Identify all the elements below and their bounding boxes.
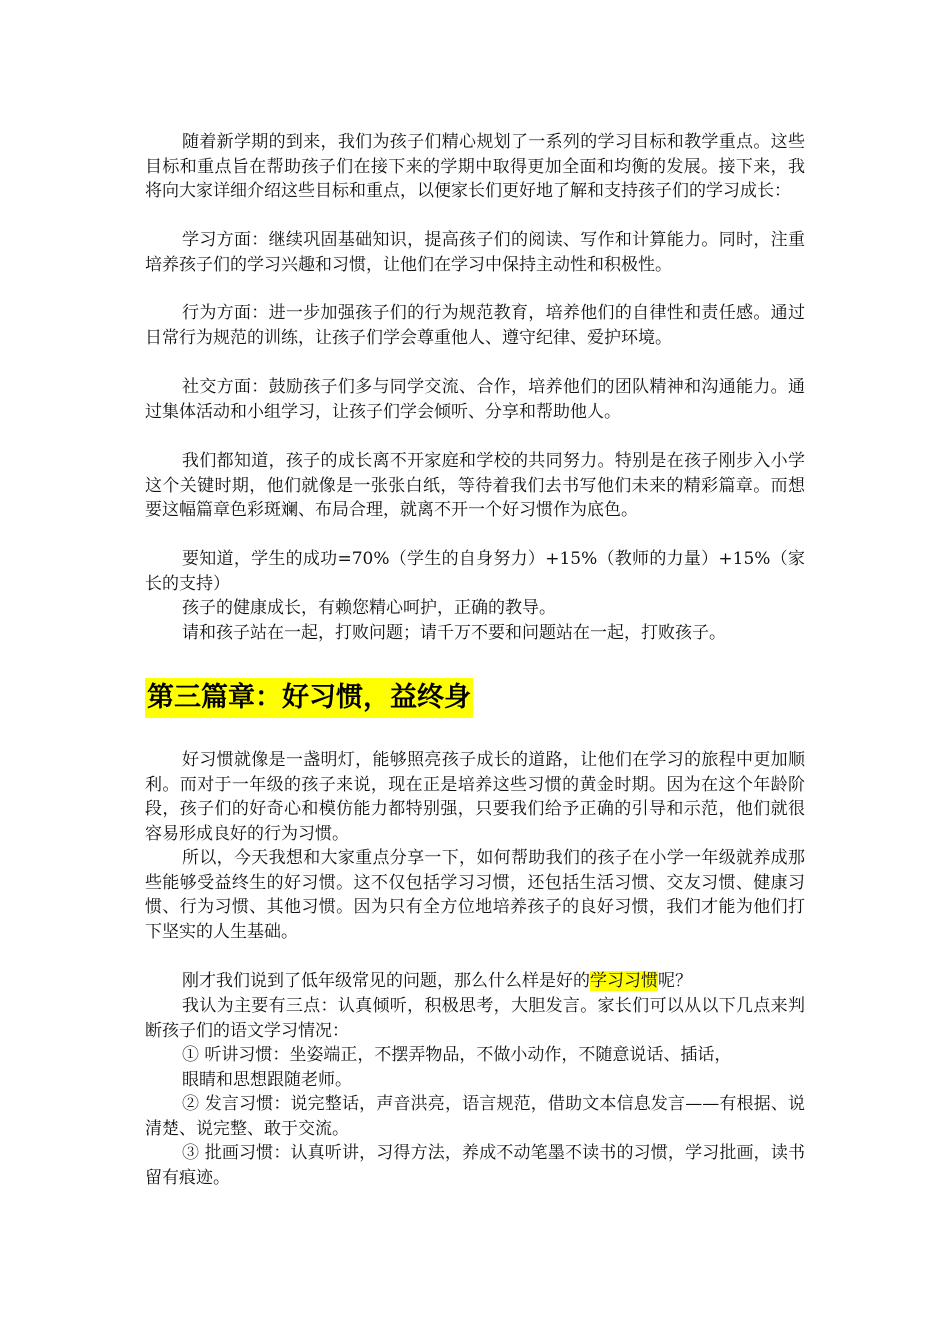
behavior-goals-paragraph: 行为方面：进一步加强孩子们的行为规范教育，培养他们的自律性和责任感。通过日常行为规范的训练，让孩子们学会尊重他人、遵守纪律、爱护环境。	[145, 303, 805, 348]
success-formula-paragraph: 要知道，学生的成功=70%（学生的自身努力）+15%（教师的力量）+15%（家长的支持）	[145, 549, 805, 594]
growth-paragraph: 我们都知道，孩子的成长离不开家庭和学校的共同努力。特别是在孩子刚步入小学这个关键时期，他们就像是一张张白纸，等待着我们去书写他们未来的精彩篇章。而想要这幅篇章色彩斑斓、布局合理，就离不开一个好习惯作为底色。	[145, 451, 805, 520]
question-text-before: 刚才我们说到了低年级常见的问题，那么什么样是好的	[182, 971, 590, 991]
social-goals-paragraph: 社交方面：鼓励孩子们多与同学交流、合作，培养他们的团队精神和沟通能力。通过集体活动和小组学习，让孩子们学会倾听、分享和帮助他人。	[145, 377, 805, 422]
goals-intro-paragraph: 随着新学期的到来，我们为孩子们精心规划了一系列的学习目标和教学重点。这些目标和重点旨在帮助孩子们在接下来的学期中取得更加全面和均衡的发展。接下来，我将向大家详细介绍这些目标和重点，以便家长们更好地了解和支持孩子们的学习成长：	[145, 132, 805, 201]
annotation-habit-item: ③ 批画习惯：认真听讲，习得方法，养成不动笔墨不读书的习惯，学习批画，读书留有痕迹。	[145, 1143, 805, 1188]
speaking-habit-item: ② 发言习惯：说完整话，声音洪亮，语言规范，借助文本信息发言——有根据、说清楚、说完整、敢于交流。	[145, 1094, 805, 1139]
listening-habit-line1: ① 听讲习惯：坐姿端正，不摆弄物品，不做小动作，不随意说话、插话，	[182, 1045, 732, 1065]
study-habits-question-paragraph	[145, 969, 805, 994]
share-habits-paragraph: 所以，今天我想和大家重点分享一下，如何帮助我们的孩子在小学一年级就养成那些能够受益终生的好习惯。这不仅包括学习习惯，还包括生活习惯、交友习惯、健康习惯、行为习惯、其他习惯。因为只有全方位地培养孩子的良好习惯，我们才能为他们打下坚实的人生基础。	[145, 848, 805, 942]
study-habits-highlight: 学习习惯	[590, 971, 658, 991]
listening-habit-line2: 眼睛和思想跟随老师。	[182, 1069, 352, 1090]
good-habits-paragraph: 好习惯就像是一盏明灯，能够照亮孩子成长的道路，让他们在学习的旅程中更加顺利。而对于一年级的孩子来说，现在正是培养这些习惯的黄金时期。因为在这个年龄阶段，孩子们的好奇心和模仿能力都特别强，只要我们给予正确的引导和示范，他们就很容易形成良好的行为习惯。	[145, 750, 805, 844]
study-goals-paragraph: 学习方面：继续巩固基础知识，提高孩子们的阅读、写作和计算能力。同时，注重培养孩子们的学习兴趣和习惯，让他们在学习中保持主动性和积极性。	[145, 230, 805, 275]
stand-with-child-paragraph: 请和孩子站在一起，打败问题；请千万不要和问题站在一起，打败孩子。	[182, 623, 726, 643]
chapter-three-heading: 第三篇章：好习惯，益终身	[145, 678, 473, 718]
listening-habit-item	[182, 1043, 805, 1092]
healthy-growth-paragraph: 孩子的健康成长，有赖您精心呵护，正确的教导。	[182, 598, 556, 618]
three-points-paragraph: 我认为主要有三点：认真倾听，积极思考，大胆发言。家长们可以从以下几点来判断孩子们的语文学习情况：	[145, 996, 805, 1041]
question-text-after: 呢？	[658, 971, 692, 991]
